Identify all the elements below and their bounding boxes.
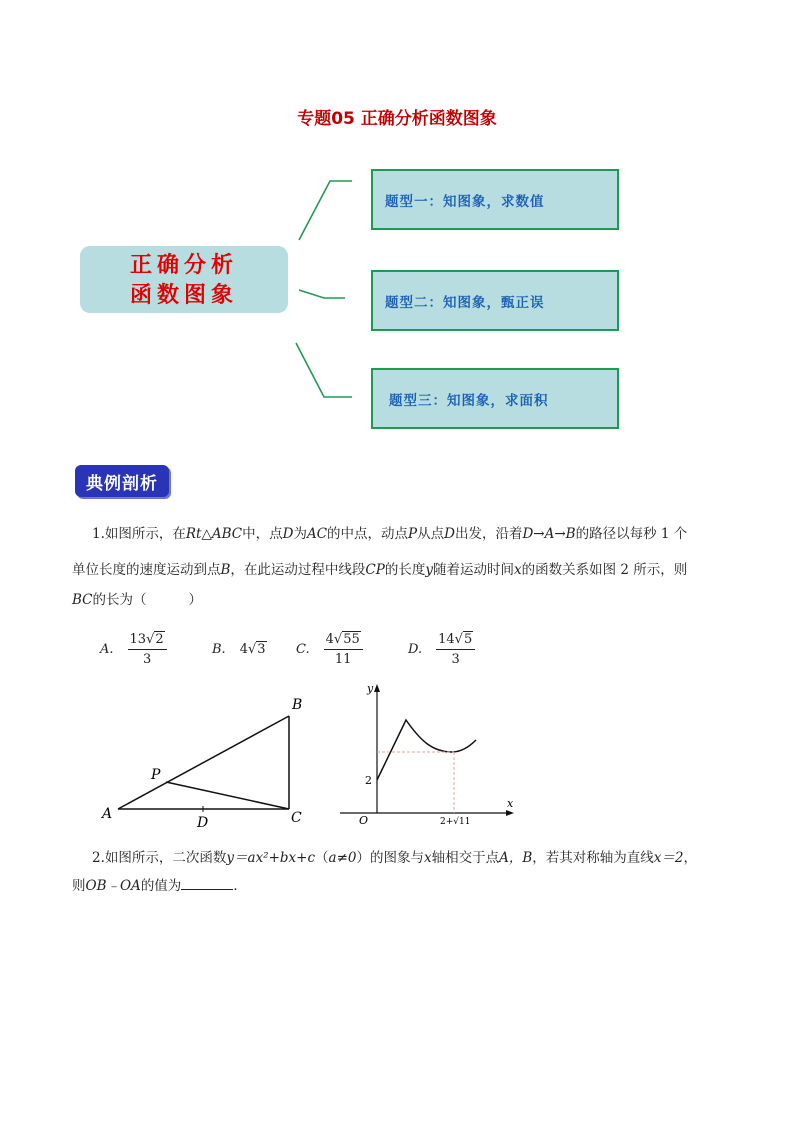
q2-axis: x＝2 — [653, 850, 684, 866]
q1-text: 中，点 — [242, 526, 283, 542]
label-d: D — [197, 815, 209, 831]
q1-point: B — [220, 562, 231, 578]
q2-text: （ — [315, 850, 329, 866]
q1-triangle: △ABC — [201, 526, 243, 542]
option-radicand: 2 — [155, 631, 164, 647]
graph-y-tick: 2 — [365, 774, 372, 787]
q1-segment: AC — [306, 526, 328, 542]
label-p: P — [151, 767, 161, 783]
q1-var: y — [425, 562, 433, 578]
mindmap-branch-3: 题型三：知图象，求面积 — [371, 368, 619, 429]
q2-var: x — [423, 850, 432, 866]
q1-text: 的长度 — [384, 562, 426, 578]
option-denominator: 3 — [451, 651, 460, 667]
option-fraction: $\frac{13√2}{3}$ — [128, 632, 167, 667]
q2-text: ， — [683, 850, 697, 866]
q1-text: 的长为（ — [92, 592, 147, 608]
q2-text: ． — [233, 878, 247, 894]
q1-point: D — [444, 526, 455, 542]
graph-y-axis-label: y — [367, 682, 374, 695]
q1-segment: BC — [72, 592, 93, 608]
option-letter: C. — [296, 641, 310, 657]
page-title: 专题05 正确分析函数图象 — [297, 109, 497, 129]
q1-text: ，在此运动过程中线段 — [230, 562, 366, 578]
label-c: C — [291, 810, 302, 826]
mindmap-center-line2: 函数图象 — [129, 281, 238, 308]
option-radicand: 5 — [463, 631, 473, 647]
label-a: A — [102, 806, 113, 822]
mindmap-branch-2: 题型二：知图象，甄正误 — [371, 270, 619, 331]
q2-text: 则 — [72, 878, 86, 894]
q2-text: 的值为 — [140, 878, 182, 894]
q1-text: 出发，沿着 — [454, 526, 523, 542]
q2-equation: y＝ax²+bx+c — [226, 850, 316, 866]
option-denominator: 11 — [334, 651, 352, 667]
q1-var: x — [513, 562, 522, 578]
option-fraction: $\frac{4√55}{11}$ — [324, 632, 363, 667]
section-badge: 典例剖析 — [75, 465, 169, 497]
q2-text: ，若其对称轴为直线 — [532, 850, 654, 866]
q1-text: 如图所示，在 — [104, 526, 186, 542]
q1-text: ） — [188, 592, 203, 608]
option-letter: D. — [408, 641, 423, 657]
option-coef: 14 — [438, 631, 455, 647]
q2-points: A，B — [499, 850, 533, 866]
q2-expression: OB﹣OA — [85, 878, 141, 894]
graph-x-tick: 2+√11 — [440, 817, 471, 827]
q1-text: 为 — [293, 526, 307, 542]
q1-segment: CP — [365, 562, 385, 578]
q1-text: 的函数关系如图 2 所示，则 — [521, 562, 688, 578]
q1-text: 的中点，动点 — [327, 526, 409, 542]
q1-text: 单位长度的速度运动到点 — [72, 562, 221, 578]
q2-text: ）的图象与 — [356, 850, 424, 866]
option-radicand: 55 — [343, 631, 360, 647]
function-graph — [340, 684, 514, 816]
q1-rt: Rt — [185, 526, 202, 542]
label-b: B — [292, 697, 303, 713]
option-coef: 13 — [129, 631, 147, 647]
question-2 — [72, 844, 722, 900]
triangle-figure — [118, 716, 289, 812]
option-coef: 4 — [325, 631, 334, 647]
q1-text: 从点 — [417, 526, 445, 542]
q2-text: 轴相交于点 — [431, 850, 500, 866]
q1-number: 1. — [92, 526, 105, 542]
mindmap-branch-1: 题型一：知图象，求数值 — [371, 169, 619, 230]
q1-point: D — [282, 526, 294, 542]
graph-x-axis-label: x — [507, 797, 514, 810]
q2-text: 如图所示，二次函数 — [104, 850, 227, 866]
option-letter: A. — [100, 641, 114, 657]
option-fraction: $\frac{14√5}{3}$ — [436, 632, 475, 667]
q2-number: 2. — [92, 850, 105, 866]
mindmap-center-line1: 正确分析 — [129, 251, 238, 278]
answer-blank[interactable] — [181, 875, 233, 890]
q2-condition: a≠0 — [328, 850, 357, 866]
q1-path: D→A→B — [522, 526, 576, 542]
graph-origin-label: O — [359, 814, 369, 827]
q1-text: 随着运动时间 — [432, 562, 514, 578]
q1-option-b: B. 4√3 — [212, 641, 266, 657]
q1-point: P — [408, 526, 418, 542]
q1-text: 的路径以每秒 1 个 — [575, 526, 688, 542]
option-denominator: 3 — [142, 651, 152, 667]
option-letter: B. — [212, 641, 226, 657]
option-radicand: 3 — [257, 641, 266, 657]
option-coef: 4 — [239, 641, 248, 657]
